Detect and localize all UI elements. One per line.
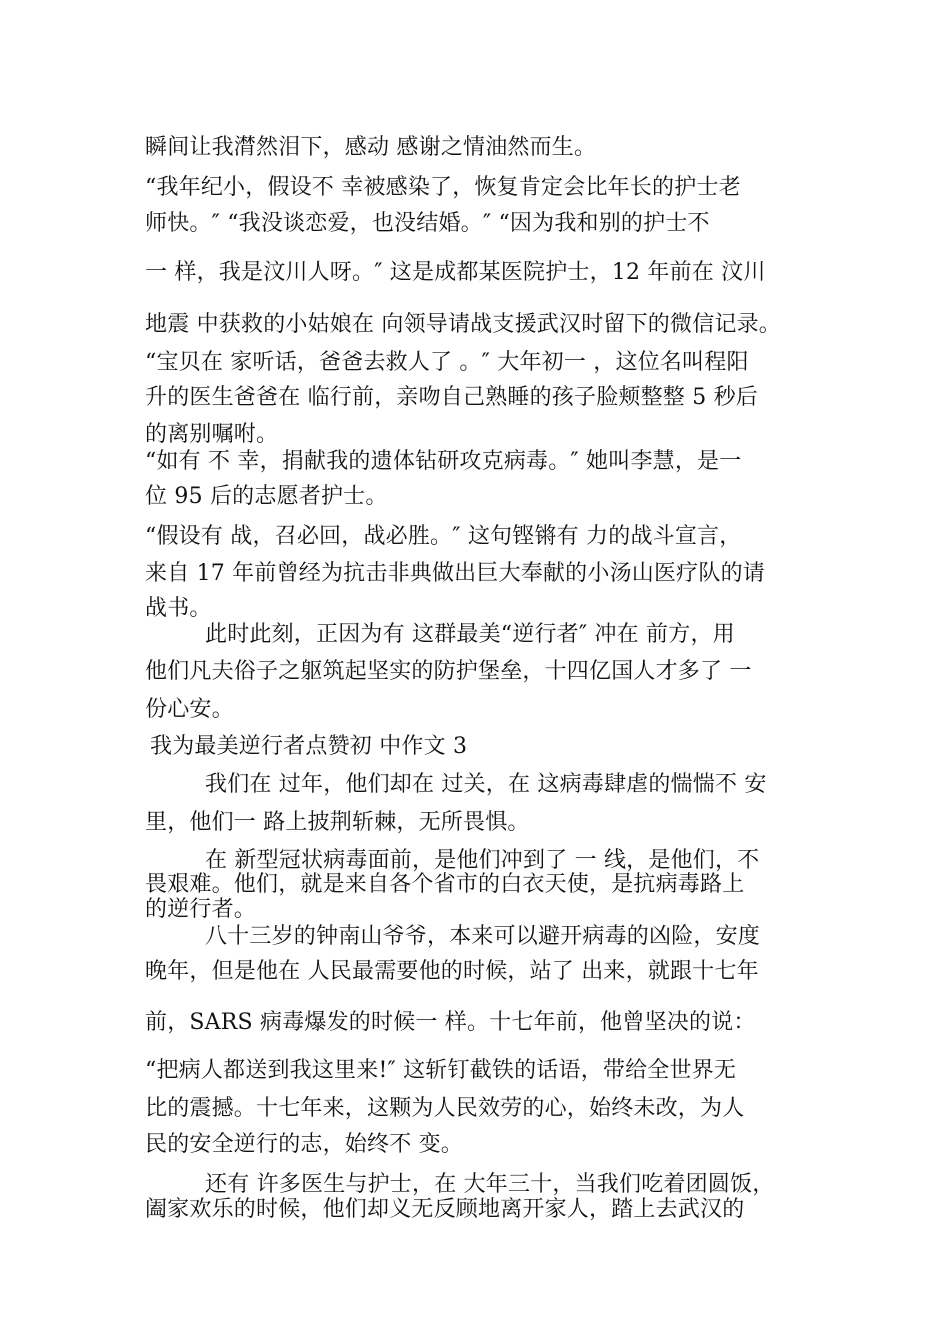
text-line: 阖家欢乐的时候，他们却义无反顾地离开家人，踏上去武汉的 <box>145 1197 745 1222</box>
text-line: 八十三岁的钟南山爷爷，本来可以避开病毒的凶险，安度 <box>205 924 761 949</box>
text-line: 畏艰难。他们，就是来自各个省市的白衣天使，是抗病毒路上 <box>145 872 745 897</box>
text-line: 来自 17 年前曾经为抗击非典做出巨大奉献的小汤山医疗队的请 <box>145 561 765 586</box>
text-line: 他们凡夫俗子之躯筑起坚实的防护堡垒，十四亿国人才多了 一 <box>145 659 752 684</box>
text-line: 份心安。 <box>145 697 234 722</box>
text-line: 位 95 后的志愿者护士。 <box>145 484 388 509</box>
text-line: 前，SARS 病毒爆发的时候一 样。十七年前，他曾坚决的说： <box>145 1010 756 1035</box>
text-line: 的离别嘱咐。 <box>145 422 279 447</box>
text-line: 的逆行者。 <box>145 897 257 922</box>
text-line: 在 新型冠状病毒面前，是他们冲到了 一 线，是他们，不 <box>205 848 760 873</box>
text-line: 升的医生爸爸在 临行前，亲吻自己熟睡的孩子脸颊整整 5 秒后 <box>145 385 758 410</box>
text-line: 师快。″ “我没谈恋爱，也没结婚。″ “因为我和别的护士不 <box>145 211 710 236</box>
text-line: “我年纪小，假设不 幸被感染了，恢复肯定会比年长的护士老 <box>145 175 741 200</box>
text-line: 一 样，我是汶川人呀。″ 这是成都某医院护士，12 年前在 汶川 <box>145 260 766 285</box>
text-line: 战书。 <box>145 596 212 621</box>
text-line: 晚年，但是他在 人民最需要他的时候，站了 出来，就跟十七年 <box>145 959 759 984</box>
text-line: 民的安全逆行的志，始终不 变。 <box>145 1132 463 1157</box>
text-line: “把病人都送到我这里来!″ 这斩钉截铁的话语，带给全世界无 <box>145 1058 737 1083</box>
text-line: 地震 中获救的小姑娘在 向领导请战支援武汉时留下的微信记录。 <box>145 312 781 337</box>
text-line: 里，他们一 路上披荆斩棘，无所畏惧。 <box>145 810 530 835</box>
text-line: 此时此刻，正因为有 这群最美“逆行者″ 冲在 前方，用 <box>205 622 735 647</box>
text-line: 我们在 过年，他们却在 过关，在 这病毒肆虐的惴惴不 安 <box>205 772 767 797</box>
text-line: 比的震撼。十七年来，这颗为人民效劳的心，始终未改，为人 <box>145 1096 745 1121</box>
text-line: “如有 不 幸，捐献我的遗体钻研攻克病毒。″ 她叫李慧，是一 <box>145 449 742 474</box>
text-line: 瞬间让我潸然泪下，感动 感谢之情油然而生。 <box>145 135 597 160</box>
text-line: “假设有 战，召必回，战必胜。″ 这句铿锵有 力的战斗宣言， <box>145 524 742 549</box>
text-line: “宝贝在 家听话，爸爸去救人了 。″ 大年初一 ，这位名叫程阳 <box>145 350 749 375</box>
text-line: 还有 许多医生与护士，在 大年三十，当我们吃着团圆饭， <box>205 1172 775 1197</box>
section-heading: 我为最美逆行者点赞初 中作文 3 <box>150 734 468 759</box>
